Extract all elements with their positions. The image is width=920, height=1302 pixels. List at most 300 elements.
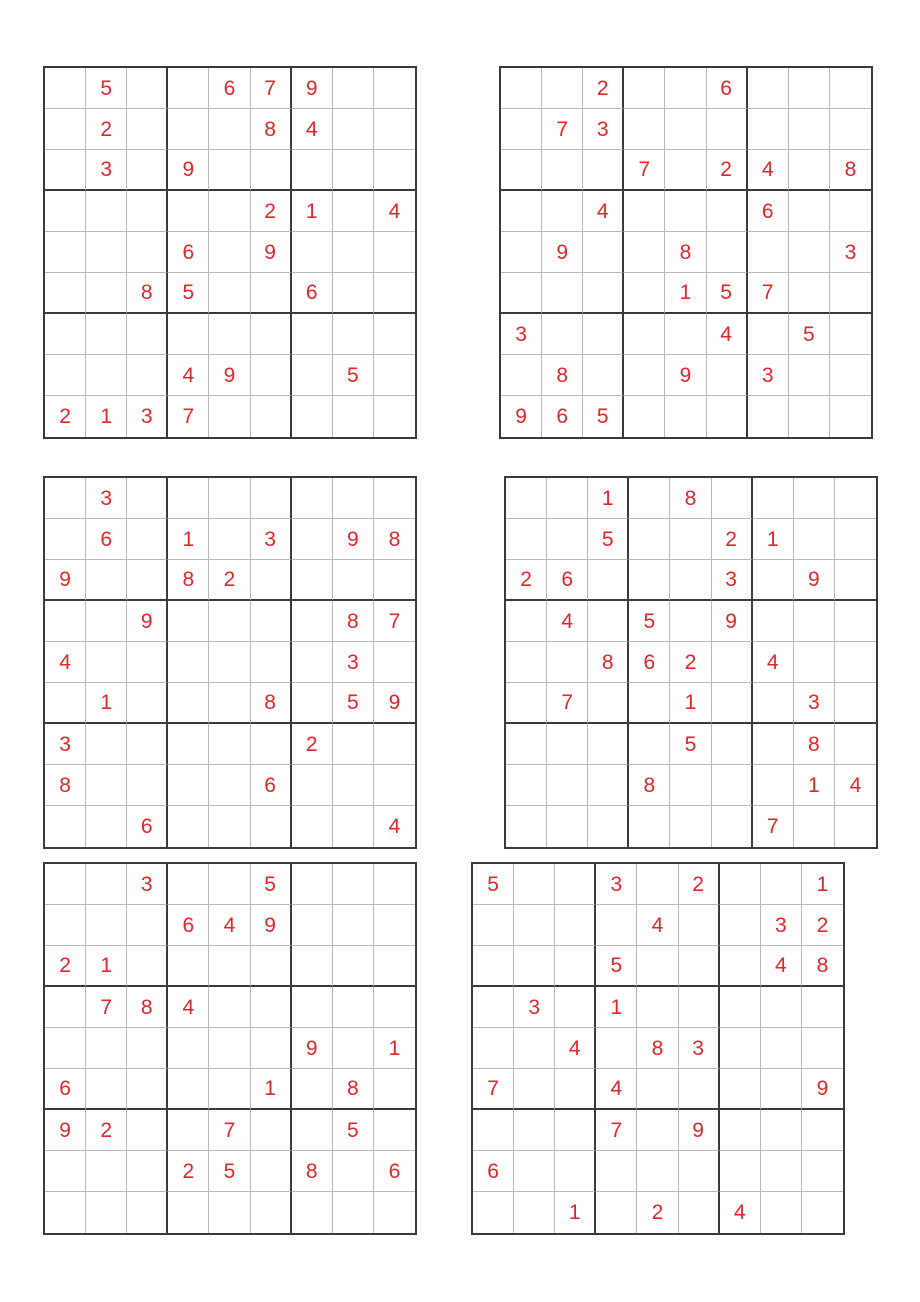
sudoku-cell-r3-c8[interactable] [333,150,374,191]
sudoku-cell-r7-c3[interactable] [127,724,168,765]
sudoku-cell-r7-c3[interactable] [555,1110,596,1151]
sudoku-cell-r6-c4[interactable]: 5 [168,273,209,314]
sudoku-cell-r4-c5[interactable] [209,601,250,642]
sudoku-cell-r5-c9[interactable] [835,642,876,683]
sudoku-cell-r9-c7[interactable] [292,1192,333,1233]
sudoku-cell-r1-c9[interactable] [374,864,415,905]
sudoku-cell-r6-c7[interactable] [292,1069,333,1110]
sudoku-cell-r6-c9[interactable] [374,273,415,314]
sudoku-cell-r2-c5[interactable]: 4 [637,905,678,946]
sudoku-cell-r1-c1[interactable] [45,864,86,905]
sudoku-cell-r8-c2[interactable] [547,765,588,806]
sudoku-cell-r1-c4[interactable] [168,68,209,109]
sudoku-cell-r4-c2[interactable]: 4 [547,601,588,642]
sudoku-cell-r3-c2[interactable] [86,560,127,601]
sudoku-cell-r8-c6[interactable] [251,355,292,396]
sudoku-cell-r8-c2[interactable] [86,355,127,396]
sudoku-cell-r1-c4[interactable] [624,68,665,109]
sudoku-cell-r5-c4[interactable]: 6 [168,232,209,273]
sudoku-cell-r2-c8[interactable]: 9 [333,519,374,560]
sudoku-cell-r7-c7[interactable]: 2 [292,724,333,765]
sudoku-cell-r6-c1[interactable] [506,683,547,724]
sudoku-cell-r1-c4[interactable]: 3 [596,864,637,905]
sudoku-cell-r3-c4[interactable] [168,946,209,987]
sudoku-cell-r6-c4[interactable] [168,683,209,724]
sudoku-cell-r9-c8[interactable] [761,1192,802,1233]
sudoku-cell-r7-c8[interactable]: 8 [794,724,835,765]
sudoku-cell-r5-c1[interactable]: 4 [45,642,86,683]
sudoku-cell-r3-c7[interactable] [292,946,333,987]
sudoku-cell-r3-c8[interactable]: 4 [761,946,802,987]
sudoku-cell-r1-c3[interactable] [127,68,168,109]
sudoku-cell-r3-c4[interactable]: 5 [596,946,637,987]
sudoku-cell-r5-c2[interactable] [514,1028,555,1069]
sudoku-cell-r8-c6[interactable]: 6 [251,765,292,806]
sudoku-cell-r9-c4[interactable] [596,1192,637,1233]
sudoku-cell-r9-c9[interactable] [374,1192,415,1233]
sudoku-cell-r6-c6[interactable] [679,1069,720,1110]
sudoku-cell-r5-c8[interactable] [333,1028,374,1069]
sudoku-cell-r7-c9[interactable] [374,1110,415,1151]
sudoku-cell-r6-c4[interactable] [629,683,670,724]
sudoku-cell-r6-c6[interactable] [251,273,292,314]
sudoku-cell-r1-c9[interactable]: 1 [802,864,843,905]
sudoku-cell-r1-c9[interactable] [830,68,871,109]
sudoku-cell-r5-c8[interactable]: 3 [333,642,374,683]
sudoku-cell-r9-c9[interactable] [830,396,871,437]
sudoku-cell-r9-c9[interactable] [374,396,415,437]
sudoku-cell-r3-c1[interactable]: 9 [45,560,86,601]
sudoku-cell-r5-c1[interactable] [45,1028,86,1069]
sudoku-cell-r9-c9[interactable] [835,806,876,847]
sudoku-cell-r6-c9[interactable] [835,683,876,724]
sudoku-cell-r9-c1[interactable] [506,806,547,847]
sudoku-cell-r8-c8[interactable]: 5 [333,355,374,396]
sudoku-cell-r1-c3[interactable] [555,864,596,905]
sudoku-cell-r9-c4[interactable]: 7 [168,396,209,437]
sudoku-cell-r9-c6[interactable] [251,806,292,847]
sudoku-cell-r7-c2[interactable]: 2 [86,1110,127,1151]
sudoku-cell-r2-c8[interactable] [333,109,374,150]
sudoku-cell-r7-c2[interactable] [514,1110,555,1151]
sudoku-cell-r8-c5[interactable]: 9 [209,355,250,396]
sudoku-cell-r4-c2[interactable]: 7 [86,987,127,1028]
sudoku-cell-r4-c8[interactable] [794,601,835,642]
sudoku-cell-r5-c7[interactable]: 9 [292,1028,333,1069]
sudoku-cell-r2-c6[interactable]: 3 [251,519,292,560]
sudoku-cell-r3-c4[interactable]: 8 [168,560,209,601]
sudoku-cell-r9-c8[interactable] [333,396,374,437]
sudoku-cell-r1-c2[interactable]: 5 [86,68,127,109]
sudoku-cell-r6-c5[interactable] [209,1069,250,1110]
sudoku-cell-r7-c6[interactable] [251,724,292,765]
sudoku-cell-r1-c3[interactable]: 1 [588,478,629,519]
sudoku-cell-r5-c8[interactable] [794,642,835,683]
sudoku-cell-r8-c3[interactable] [127,355,168,396]
sudoku-cell-r2-c4[interactable] [629,519,670,560]
sudoku-cell-r7-c8[interactable] [333,314,374,355]
sudoku-cell-r7-c3[interactable] [127,314,168,355]
sudoku-cell-r1-c6[interactable]: 7 [251,68,292,109]
sudoku-cell-r5-c2[interactable] [86,1028,127,1069]
sudoku-cell-r9-c4[interactable] [629,806,670,847]
sudoku-cell-r1-c2[interactable] [86,864,127,905]
sudoku-cell-r1-c5[interactable]: 6 [209,68,250,109]
sudoku-cell-r7-c6[interactable] [251,314,292,355]
sudoku-cell-r9-c2[interactable] [547,806,588,847]
sudoku-cell-r5-c2[interactable] [86,232,127,273]
sudoku-cell-r5-c8[interactable] [761,1028,802,1069]
sudoku-cell-r8-c7[interactable] [753,765,794,806]
sudoku-cell-r4-c6[interactable]: 2 [251,191,292,232]
sudoku-cell-r3-c2[interactable]: 3 [86,150,127,191]
sudoku-cell-r8-c7[interactable] [292,355,333,396]
sudoku-cell-r7-c7[interactable] [753,724,794,765]
sudoku-cell-r8-c8[interactable] [333,1151,374,1192]
sudoku-cell-r6-c9[interactable]: 9 [374,683,415,724]
sudoku-cell-r3-c3[interactable] [127,946,168,987]
sudoku-cell-r1-c6[interactable] [712,478,753,519]
sudoku-cell-r5-c1[interactable] [45,232,86,273]
sudoku-cell-r3-c6[interactable] [679,946,720,987]
sudoku-cell-r6-c7[interactable] [720,1069,761,1110]
sudoku-cell-r6-c8[interactable]: 5 [333,683,374,724]
sudoku-cell-r4-c1[interactable] [45,601,86,642]
sudoku-cell-r6-c8[interactable] [789,273,830,314]
sudoku-cell-r1-c1[interactable] [45,478,86,519]
sudoku-cell-r2-c8[interactable] [789,109,830,150]
sudoku-cell-r1-c6[interactable]: 6 [707,68,748,109]
sudoku-cell-r2-c6[interactable]: 9 [251,905,292,946]
sudoku-cell-r3-c6[interactable] [251,150,292,191]
sudoku-cell-r7-c1[interactable] [506,724,547,765]
sudoku-cell-r1-c9[interactable] [374,68,415,109]
sudoku-cell-r1-c8[interactable] [333,864,374,905]
sudoku-cell-r7-c5[interactable] [209,724,250,765]
sudoku-cell-r4-c2[interactable]: 3 [514,987,555,1028]
sudoku-cell-r9-c5[interactable] [670,806,711,847]
sudoku-cell-r4-c2[interactable] [542,191,583,232]
sudoku-cell-r1-c1[interactable]: 5 [473,864,514,905]
sudoku-cell-r6-c6[interactable]: 1 [251,1069,292,1110]
sudoku-cell-r1-c5[interactable] [637,864,678,905]
sudoku-cell-r8-c9[interactable]: 6 [374,1151,415,1192]
sudoku-cell-r2-c9[interactable]: 2 [802,905,843,946]
sudoku-cell-r5-c6[interactable] [707,232,748,273]
sudoku-cell-r8-c2[interactable]: 8 [542,355,583,396]
sudoku-cell-r7-c5[interactable]: 7 [209,1110,250,1151]
sudoku-cell-r9-c3[interactable] [588,806,629,847]
sudoku-cell-r9-c5[interactable] [209,1192,250,1233]
sudoku-cell-r2-c2[interactable]: 6 [86,519,127,560]
sudoku-cell-r5-c5[interactable] [209,232,250,273]
sudoku-cell-r5-c1[interactable] [501,232,542,273]
sudoku-cell-r1-c7[interactable] [292,864,333,905]
sudoku-cell-r2-c7[interactable] [748,109,789,150]
sudoku-cell-r3-c9[interactable] [374,560,415,601]
sudoku-cell-r6-c5[interactable] [209,273,250,314]
sudoku-cell-r7-c7[interactable] [720,1110,761,1151]
sudoku-cell-r5-c4[interactable]: 6 [629,642,670,683]
sudoku-cell-r7-c9[interactable] [835,724,876,765]
sudoku-cell-r4-c8[interactable] [789,191,830,232]
sudoku-cell-r8-c1[interactable] [506,765,547,806]
sudoku-cell-r6-c7[interactable] [753,683,794,724]
sudoku-cell-r3-c8[interactable] [333,946,374,987]
sudoku-cell-r2-c5[interactable] [665,109,706,150]
sudoku-cell-r9-c5[interactable] [209,396,250,437]
sudoku-cell-r3-c9[interactable]: 8 [802,946,843,987]
sudoku-cell-r7-c3[interactable] [127,1110,168,1151]
sudoku-cell-r5-c5[interactable] [209,642,250,683]
sudoku-cell-r6-c3[interactable] [588,683,629,724]
sudoku-cell-r9-c1[interactable] [45,1192,86,1233]
sudoku-cell-r6-c2[interactable] [86,1069,127,1110]
sudoku-cell-r6-c4[interactable] [624,273,665,314]
sudoku-cell-r7-c2[interactable] [86,314,127,355]
sudoku-cell-r2-c3[interactable] [127,905,168,946]
sudoku-cell-r2-c5[interactable] [670,519,711,560]
sudoku-cell-r8-c4[interactable] [624,355,665,396]
sudoku-cell-r4-c7[interactable] [720,987,761,1028]
sudoku-cell-r1-c4[interactable] [168,478,209,519]
sudoku-cell-r8-c3[interactable] [583,355,624,396]
sudoku-cell-r2-c5[interactable] [209,519,250,560]
sudoku-cell-r4-c8[interactable]: 8 [333,601,374,642]
sudoku-cell-r5-c3[interactable]: 4 [555,1028,596,1069]
sudoku-cell-r5-c7[interactable] [292,232,333,273]
sudoku-cell-r4-c7[interactable] [292,601,333,642]
sudoku-cell-r3-c9[interactable] [374,150,415,191]
sudoku-cell-r4-c3[interactable]: 8 [127,987,168,1028]
sudoku-cell-r8-c4[interactable]: 4 [168,355,209,396]
sudoku-cell-r8-c1[interactable] [45,355,86,396]
sudoku-cell-r4-c9[interactable]: 4 [374,191,415,232]
sudoku-cell-r6-c3[interactable] [583,273,624,314]
sudoku-cell-r9-c2[interactable] [86,806,127,847]
sudoku-cell-r2-c5[interactable]: 4 [209,905,250,946]
sudoku-cell-r9-c3[interactable]: 1 [555,1192,596,1233]
sudoku-cell-r8-c4[interactable]: 8 [629,765,670,806]
sudoku-cell-r5-c5[interactable]: 8 [665,232,706,273]
sudoku-cell-r2-c8[interactable] [794,519,835,560]
sudoku-cell-r8-c7[interactable]: 3 [748,355,789,396]
sudoku-cell-r7-c4[interactable] [168,724,209,765]
sudoku-cell-r9-c2[interactable]: 6 [542,396,583,437]
sudoku-cell-r1-c7[interactable] [720,864,761,905]
sudoku-cell-r6-c3[interactable]: 8 [127,273,168,314]
sudoku-cell-r1-c3[interactable]: 3 [127,864,168,905]
sudoku-cell-r3-c5[interactable] [637,946,678,987]
sudoku-cell-r1-c8[interactable] [789,68,830,109]
sudoku-cell-r1-c2[interactable] [547,478,588,519]
sudoku-cell-r5-c9[interactable]: 3 [830,232,871,273]
sudoku-cell-r8-c7[interactable]: 8 [292,1151,333,1192]
sudoku-cell-r1-c6[interactable]: 5 [251,864,292,905]
sudoku-cell-r8-c2[interactable] [86,1151,127,1192]
sudoku-cell-r3-c5[interactable]: 2 [209,560,250,601]
sudoku-cell-r7-c1[interactable] [473,1110,514,1151]
sudoku-cell-r9-c7[interactable] [748,396,789,437]
sudoku-cell-r7-c9[interactable] [802,1110,843,1151]
sudoku-cell-r6-c2[interactable]: 1 [86,683,127,724]
sudoku-cell-r7-c2[interactable] [86,724,127,765]
sudoku-cell-r3-c4[interactable]: 9 [168,150,209,191]
sudoku-cell-r3-c7[interactable]: 4 [748,150,789,191]
sudoku-cell-r3-c8[interactable] [789,150,830,191]
sudoku-cell-r6-c4[interactable] [168,1069,209,1110]
sudoku-cell-r8-c8[interactable] [761,1151,802,1192]
sudoku-cell-r4-c6[interactable] [251,987,292,1028]
sudoku-cell-r7-c6[interactable] [712,724,753,765]
sudoku-cell-r1-c9[interactable] [374,478,415,519]
sudoku-cell-r2-c1[interactable] [45,905,86,946]
sudoku-cell-r7-c9[interactable] [374,724,415,765]
sudoku-cell-r3-c6[interactable]: 2 [707,150,748,191]
sudoku-cell-r8-c1[interactable]: 8 [45,765,86,806]
sudoku-cell-r2-c9[interactable] [374,905,415,946]
sudoku-cell-r2-c7[interactable]: 1 [753,519,794,560]
sudoku-cell-r4-c6[interactable] [251,601,292,642]
sudoku-cell-r4-c6[interactable] [679,987,720,1028]
sudoku-cell-r1-c7[interactable] [753,478,794,519]
sudoku-cell-r3-c5[interactable] [670,560,711,601]
sudoku-cell-r1-c8[interactable] [761,864,802,905]
sudoku-cell-r1-c2[interactable]: 3 [86,478,127,519]
sudoku-cell-r9-c3[interactable] [127,1192,168,1233]
sudoku-cell-r4-c9[interactable]: 7 [374,601,415,642]
sudoku-cell-r1-c8[interactable] [794,478,835,519]
sudoku-cell-r8-c1[interactable]: 6 [473,1151,514,1192]
sudoku-cell-r5-c3[interactable] [127,232,168,273]
sudoku-cell-r4-c8[interactable] [761,987,802,1028]
sudoku-cell-r8-c9[interactable] [830,355,871,396]
sudoku-cell-r6-c1[interactable] [45,273,86,314]
sudoku-cell-r5-c4[interactable] [168,642,209,683]
sudoku-cell-r5-c3[interactable] [127,642,168,683]
sudoku-cell-r1-c1[interactable] [501,68,542,109]
sudoku-cell-r2-c4[interactable]: 6 [168,905,209,946]
sudoku-cell-r2-c7[interactable] [292,905,333,946]
sudoku-cell-r7-c4[interactable]: 7 [596,1110,637,1151]
sudoku-cell-r5-c8[interactable] [333,232,374,273]
sudoku-cell-r1-c5[interactable]: 8 [670,478,711,519]
sudoku-cell-r8-c4[interactable] [596,1151,637,1192]
sudoku-cell-r6-c1[interactable]: 6 [45,1069,86,1110]
sudoku-cell-r4-c5[interactable] [665,191,706,232]
sudoku-cell-r2-c6[interactable] [679,905,720,946]
sudoku-cell-r2-c4[interactable] [168,109,209,150]
sudoku-cell-r3-c4[interactable] [629,560,670,601]
sudoku-cell-r4-c1[interactable] [45,191,86,232]
sudoku-cell-r8-c5[interactable] [670,765,711,806]
sudoku-cell-r9-c6[interactable] [712,806,753,847]
sudoku-cell-r3-c3[interactable] [127,150,168,191]
sudoku-cell-r1-c3[interactable] [127,478,168,519]
sudoku-cell-r5-c9[interactable] [374,232,415,273]
sudoku-cell-r7-c7[interactable] [748,314,789,355]
sudoku-cell-r3-c7[interactable] [720,946,761,987]
sudoku-cell-r3-c3[interactable] [555,946,596,987]
sudoku-cell-r5-c7[interactable] [748,232,789,273]
sudoku-cell-r7-c1[interactable]: 3 [45,724,86,765]
sudoku-cell-r1-c4[interactable] [629,478,670,519]
sudoku-cell-r2-c4[interactable] [596,905,637,946]
sudoku-cell-r2-c3[interactable]: 5 [588,519,629,560]
sudoku-cell-r4-c6[interactable]: 9 [712,601,753,642]
sudoku-cell-r6-c7[interactable]: 7 [748,273,789,314]
sudoku-cell-r2-c6[interactable]: 2 [712,519,753,560]
sudoku-cell-r8-c1[interactable] [45,1151,86,1192]
sudoku-cell-r4-c1[interactable] [506,601,547,642]
sudoku-cell-r9-c9[interactable] [802,1192,843,1233]
sudoku-cell-r4-c1[interactable] [501,191,542,232]
sudoku-cell-r9-c2[interactable] [86,1192,127,1233]
sudoku-cell-r3-c7[interactable] [292,560,333,601]
sudoku-cell-r7-c2[interactable] [547,724,588,765]
sudoku-cell-r6-c8[interactable] [333,273,374,314]
sudoku-cell-r4-c7[interactable]: 1 [292,191,333,232]
sudoku-cell-r4-c9[interactable] [802,987,843,1028]
sudoku-cell-r8-c4[interactable]: 2 [168,1151,209,1192]
sudoku-cell-r3-c2[interactable] [542,150,583,191]
sudoku-cell-r8-c8[interactable] [333,765,374,806]
sudoku-cell-r7-c7[interactable] [292,314,333,355]
sudoku-cell-r8-c9[interactable] [374,355,415,396]
sudoku-cell-r9-c6[interactable] [707,396,748,437]
sudoku-cell-r8-c5[interactable]: 9 [665,355,706,396]
sudoku-cell-r4-c7[interactable] [292,987,333,1028]
sudoku-cell-r8-c3[interactable] [555,1151,596,1192]
sudoku-cell-r7-c8[interactable] [761,1110,802,1151]
sudoku-cell-r6-c9[interactable] [374,1069,415,1110]
sudoku-cell-r9-c2[interactable]: 1 [86,396,127,437]
sudoku-cell-r3-c8[interactable]: 9 [794,560,835,601]
sudoku-cell-r8-c3[interactable] [588,765,629,806]
sudoku-cell-r9-c6[interactable] [679,1192,720,1233]
sudoku-cell-r5-c2[interactable]: 9 [542,232,583,273]
sudoku-cell-r8-c5[interactable] [637,1151,678,1192]
sudoku-cell-r2-c4[interactable] [624,109,665,150]
sudoku-cell-r1-c1[interactable] [506,478,547,519]
sudoku-cell-r8-c1[interactable] [501,355,542,396]
sudoku-cell-r6-c1[interactable] [45,683,86,724]
sudoku-cell-r5-c5[interactable]: 8 [637,1028,678,1069]
sudoku-cell-r4-c4[interactable]: 1 [596,987,637,1028]
sudoku-cell-r6-c1[interactable]: 7 [473,1069,514,1110]
sudoku-cell-r7-c1[interactable]: 3 [501,314,542,355]
sudoku-cell-r3-c2[interactable]: 1 [86,946,127,987]
sudoku-cell-r8-c9[interactable] [374,765,415,806]
sudoku-cell-r8-c4[interactable] [168,765,209,806]
sudoku-cell-r6-c8[interactable]: 3 [794,683,835,724]
sudoku-cell-r1-c8[interactable] [333,478,374,519]
sudoku-cell-r2-c1[interactable] [501,109,542,150]
sudoku-cell-r9-c1[interactable] [45,806,86,847]
sudoku-cell-r6-c6[interactable]: 8 [251,683,292,724]
sudoku-cell-r9-c8[interactable] [333,1192,374,1233]
sudoku-cell-r7-c8[interactable] [333,724,374,765]
sudoku-cell-r2-c9[interactable] [830,109,871,150]
sudoku-cell-r1-c6[interactable]: 2 [679,864,720,905]
sudoku-cell-r8-c7[interactable] [720,1151,761,1192]
sudoku-cell-r4-c8[interactable] [333,987,374,1028]
sudoku-cell-r6-c1[interactable] [501,273,542,314]
sudoku-cell-r5-c6[interactable] [251,1028,292,1069]
sudoku-cell-r6-c2[interactable] [542,273,583,314]
sudoku-cell-r5-c2[interactable] [547,642,588,683]
sudoku-cell-r8-c6[interactable] [679,1151,720,1192]
